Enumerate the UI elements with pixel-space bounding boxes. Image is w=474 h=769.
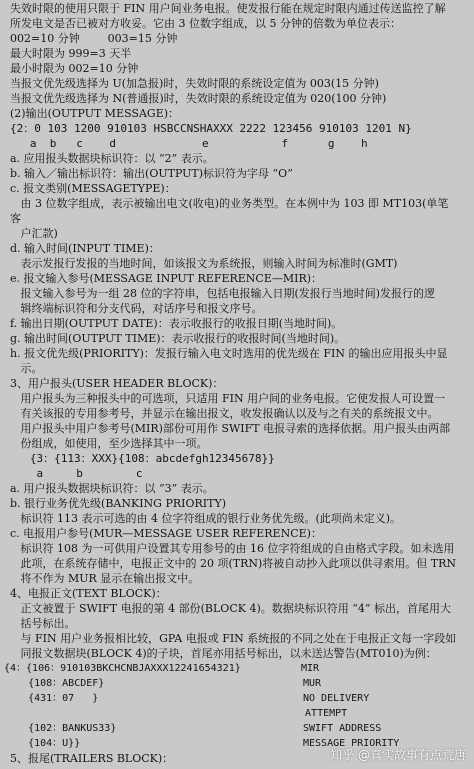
text-line: 客: [10, 212, 21, 225]
code-line: {4：{106：910103BKCHCNBJAXXX12241654321} MIR: [4, 663, 320, 674]
text-line: g. 输出时间(OUTPUT TIME)：表示收报行的收报时间(当地时间)。: [10, 332, 346, 345]
text-line: 将不作为 MUR 显示在输出报文中。: [10, 572, 200, 585]
text-line: e. 报文输入参号(MESSAGE INPUT REFERENCE—MIR)：: [10, 272, 323, 285]
text-line: 标识符 113 表示可选的由 4 位字符组成的银行业务优先级。(此项尚未定义)。: [10, 512, 402, 525]
text-line: 此项，在系统存储中，电报正文中的 20 项(TRN)将被自动抄入此项以供寻索用。但 TRN: [10, 557, 457, 570]
text-line: f. 输出日期(OUTPUT DATE)：表示收报行的收报日期(当地时间)。: [10, 317, 343, 330]
text-line: 正文被置于 SWIFT 电报的第 4 部份(BLOCK 4)。数据块标识符用 “4” 标出，首尾用大: [10, 602, 451, 615]
text-line: 与 FIN 用户业务报相比较，GPA 电报或 FIN 系统报的不同之处在于电报正文每一字段如: [10, 632, 457, 645]
text-line: b. 输入／输出标识符：输出(OUTPUT)标识符为字母 “O”: [10, 167, 293, 180]
text-line: 有关该报的专用参考号，并显示在输出报文，收发报确认以及与之有关的系统报文中。: [10, 407, 439, 420]
section-heading: (2)输出(OUTPUT MESSAGE)：: [10, 107, 180, 120]
section-heading: 5、报尾(TRAILERS BLOCK)：: [10, 752, 174, 765]
text-line: c. 报文类别(MESSAGETYPE)：: [10, 182, 176, 195]
watermark: 知乎 @真实故事有点荒唐: [330, 748, 466, 762]
text-line: 用户报头中用户参考号(MIR)部份可用作 SWIFT 电报寻索的选择依据。用户报头由两部: [10, 422, 451, 435]
text-line: 由 3 位数字组成，表示被输出电文(收电)的业务类型。在本例中为 103 即 MT103(单笔: [10, 197, 449, 210]
code-annotation: a b c: [10, 467, 143, 480]
text-line: 最大时限为 999=3 天半: [10, 47, 132, 60]
code-line: {108：ABCDEF} MUR: [4, 678, 322, 689]
text-line: c. 电报用户参号(MUR—MESSAGE USER REFERENCE)：: [10, 527, 322, 540]
text-line: 当报文优先级选择为 U(加急报)时，失效时限的系统设定值为 003(15 分钟): [10, 77, 379, 90]
section-heading: 4、电报正文(TEXT BLOCK)：: [10, 587, 167, 600]
text-line: 表示发报行发报的当地时间，如该报文为系统报，则输入时间为标准时(GMT): [10, 257, 398, 270]
text-line: b. 银行业务优先级(BANKING PRIORITY): [10, 497, 227, 510]
text-line: 标识符 108 为一可供用户设置其专用参号的由 16 位字符组成的自由格式字段。如未选用: [10, 542, 455, 555]
text-line: 所发电文是否已被对方收妥。它由 3 位数字组成，以 5 分钟的倍数为单位表示：: [10, 17, 401, 30]
code-line: {2：0 103 1200 910103 HSBCCNSHAXXX 2222 123456 910103 1201 N}: [10, 122, 412, 135]
text-line: a. 用户报头数据块标识符：以 “3” 表示。: [10, 482, 214, 495]
text-line: 示。: [10, 362, 43, 375]
text-line: h. 报文优先级(PRIORITY)：发报行输入电文时选用的优先级在 FIN 的输出应用报头中显: [10, 347, 448, 360]
text-line: 户汇款): [10, 227, 58, 240]
code-line: ATTEMPT: [4, 708, 348, 719]
code-line: {104：U}} MESSAGE PRIORITY: [4, 738, 400, 749]
code-line: {431：07 } NO DELIVERY: [4, 693, 370, 704]
text-line: 括号标出。: [10, 617, 76, 630]
text-line: 用户报头为三种报头中的可选项，只适用 FIN 用户间的业务电报。它使发报人可设置一: [10, 392, 446, 405]
text-line: 最小时限为 002=10 分钟: [10, 62, 139, 75]
code-line: {102：BANKUS33} SWIFT ADDRESS: [4, 723, 382, 734]
code-annotation: a b c d e f g h: [10, 137, 368, 150]
text-line: d. 输入时间(INPUT TIME)：: [10, 242, 160, 255]
text-line: 报文输入参号为一组 28 位的字符串，包括电报输入日期(发报行当地时间)发报行的逻: [10, 287, 436, 300]
section-heading: 3、用户报头(USER HEADER BLOCK)：: [10, 377, 224, 390]
text-line: 辑终端标识符和分支代码，对话序号和报文序号。: [10, 302, 263, 315]
text-line: 同报文数据块(BLOCK 4)的子块，首尾亦用括号标出，以未送达警告(MT010)为例：: [10, 647, 437, 660]
text-line: 失效时限的使用只限于 FIN 用户间业务电报。使发报行能在规定时限内通过传送监控了解: [10, 2, 446, 15]
text-line: a. 应用报头数据块标识符：以 “2” 表示。: [10, 152, 214, 165]
text-line: 002=10 分钟 003=15 分钟: [10, 32, 178, 45]
text-line: 份组成，如使用，至少选择其中一项。: [10, 437, 208, 450]
text-line: 当报文优先级选择为 N(普通报)时，失效时限的系统设定值为 020(100 分钟): [10, 92, 387, 105]
code-line: {3：{113：XXX}{108：abcdefgh12345678}}: [10, 452, 275, 465]
